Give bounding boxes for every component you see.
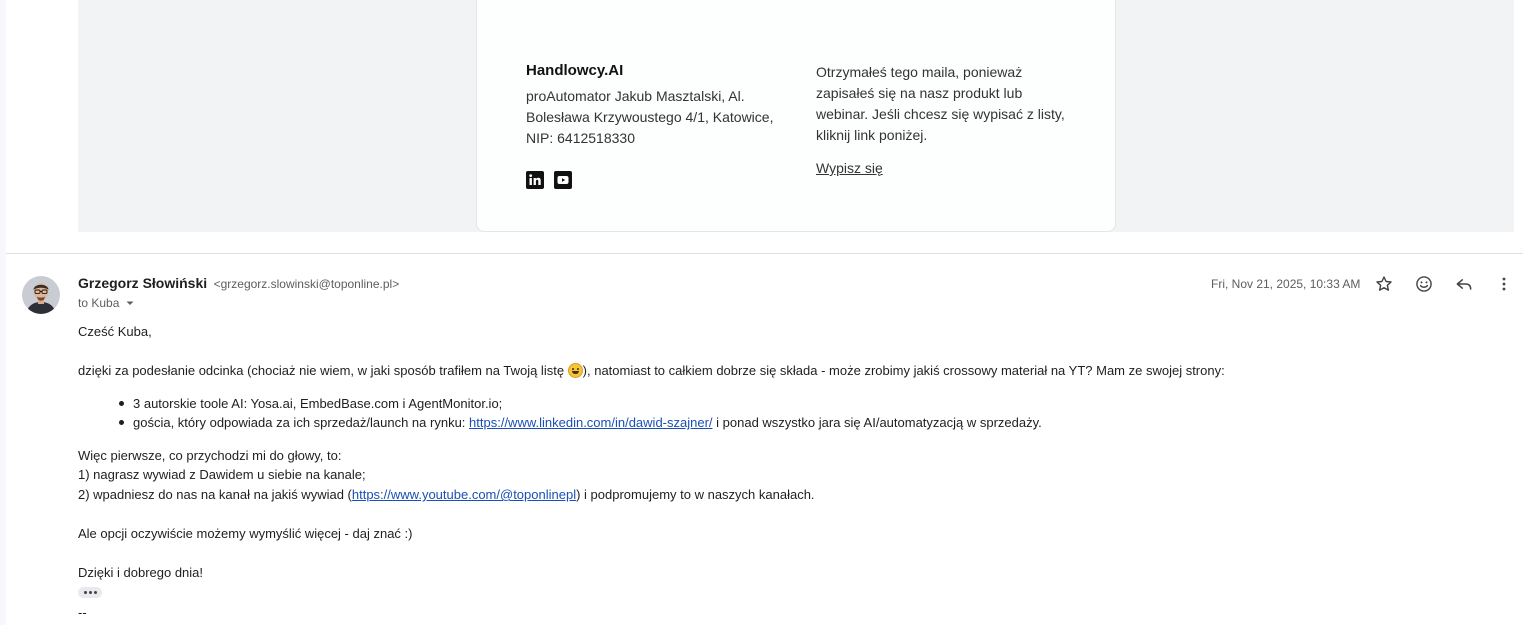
avatar[interactable] — [22, 276, 60, 314]
signature-separator: -- — [78, 605, 87, 620]
left-gutter — [0, 0, 6, 625]
dot — [84, 591, 87, 594]
idea-text: 2) wpadniesz do nas na kanał na jakiś wywiad ( — [78, 487, 352, 502]
recipients-toggle[interactable] — [78, 296, 135, 310]
bullet-dot — [119, 401, 124, 406]
sender-email: <grzegorz.slowinski@toponline.pl> — [213, 277, 400, 291]
footer-address — [526, 86, 786, 149]
sender-line — [78, 275, 399, 293]
show-trimmed-content-button[interactable] — [78, 587, 102, 598]
message-divider — [6, 253, 1523, 254]
idea-text: ) i podpromujemy to w naszych kanałach. — [576, 487, 815, 502]
footer-company-name: Handlowcy.AI — [526, 62, 624, 79]
bullet-dot — [119, 420, 124, 425]
linkedin-profile-link[interactable]: https://www.linkedin.com/in/dawid-szajner/ — [469, 415, 713, 430]
list-item — [133, 415, 1042, 430]
notice-line: kliknij link poniżej. — [816, 127, 928, 143]
options-line: Ale opcji oczywiście możemy wymyślić więcej - daj znać :) — [78, 526, 413, 541]
star-icon[interactable] — [1372, 272, 1396, 296]
body-paragraph — [78, 363, 1225, 378]
address-line: Bolesława Krzywoustego 4/1, Katowice, — [526, 109, 774, 125]
footer-unsubscribe-notice — [816, 62, 1076, 146]
idea-line — [78, 487, 815, 502]
closing-line: Dzięki i dobrego dnia! — [78, 565, 204, 580]
caret-down-icon — [125, 298, 135, 308]
recipients-label: to Kuba — [78, 296, 120, 310]
ideas-intro: Więc pierwsze, co przychodzi mi do głowy, to: — [78, 448, 342, 463]
greeting: Cześć Kuba, — [78, 324, 152, 339]
idea-line: 1) nagrasz wywiad z Dawidem u siebie na kanale; — [78, 467, 366, 482]
address-line: proAutomator Jakub Masztalski, Al. — [526, 88, 745, 104]
sender-name[interactable]: Grzegorz Słowiński — [78, 275, 208, 291]
notice-line: Otrzymałeś tego maila, ponieważ — [816, 64, 1023, 80]
list-item: 3 autorskie toole AI: Yosa.ai, EmbedBase.com i AgentMonitor.io; — [133, 396, 503, 411]
message-date: Fri, Nov 21, 2025, 10:33 AM — [1211, 277, 1361, 291]
address-line: NIP: 6412518330 — [526, 130, 635, 146]
paragraph-text: dzięki za podesłanie odcinka (chociaż nie wiem, w jaki sposób trafiłem na Twoją listę — [78, 363, 568, 378]
footer-social-links — [526, 171, 572, 189]
youtube-icon[interactable] — [554, 171, 572, 189]
list-item-text: gościa, który odpowiada za ich sprzedaż/launch na rynku: — [133, 415, 470, 430]
linkedin-icon[interactable] — [526, 171, 544, 189]
emoji-reaction-icon[interactable] — [1412, 272, 1436, 296]
list-item-text: i ponad wszystko jara się AI/automatyzacją w sprzedaży. — [712, 415, 1042, 430]
paragraph-text: ), natomiast to całkiem dobrze się składa - może zrobimy jakiś crossowy materiał na YT? Mam ze swojej strony: — [582, 363, 1225, 378]
notice-line: webinar. Jeśli chcesz się wypisać z listy, — [816, 106, 1065, 122]
dot — [94, 591, 97, 594]
more-vert-icon[interactable] — [1492, 272, 1516, 296]
unsubscribe-link[interactable]: Wypisz się — [816, 160, 883, 176]
notice-line: zapisałeś się na nasz produkt lub — [816, 85, 1023, 101]
dot — [89, 591, 92, 594]
grinning-emoji-icon — [568, 363, 583, 378]
reply-icon[interactable] — [1452, 272, 1476, 296]
youtube-channel-link[interactable]: https://www.youtube.com/@toponlinepl — [351, 487, 577, 502]
